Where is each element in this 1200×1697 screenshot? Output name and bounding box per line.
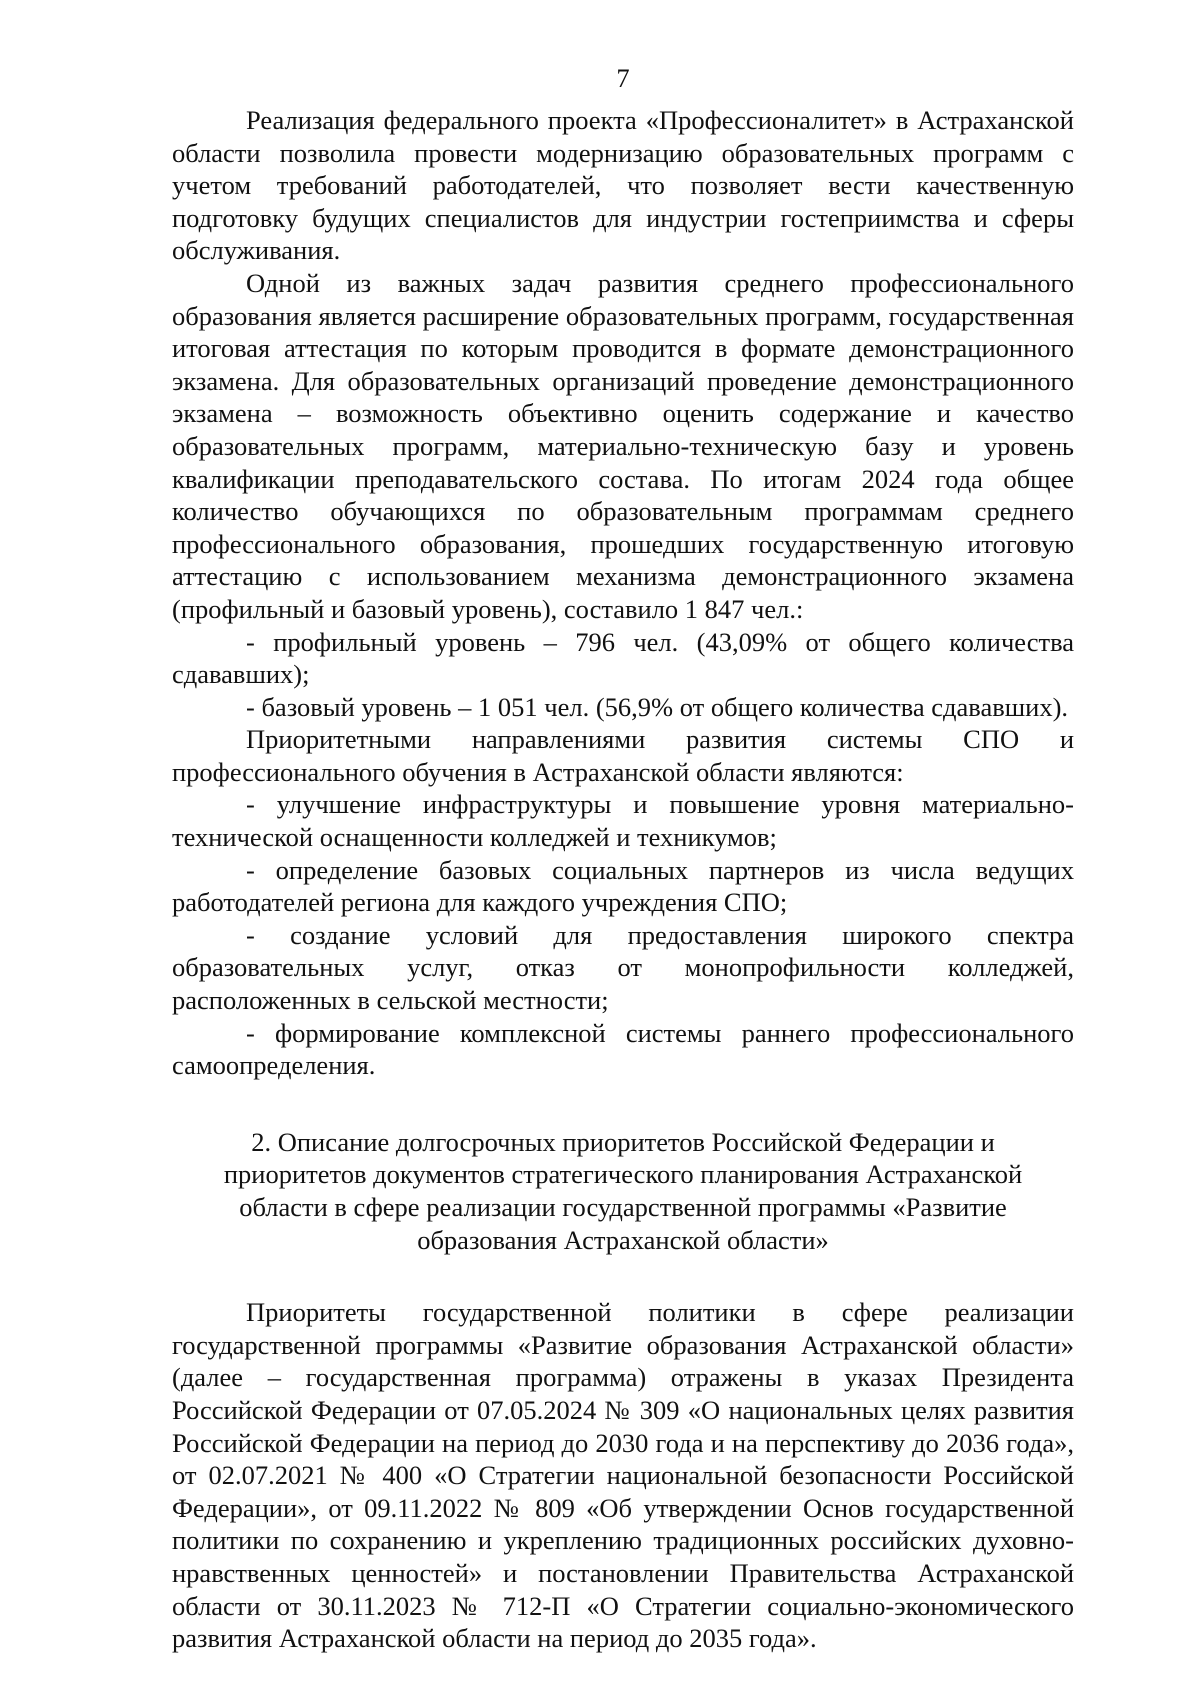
- list-item-infrastructure: - улучшение инфраструктуры и повышение уровня материально-технической оснащенности колледжей и техникумов;: [172, 789, 1074, 853]
- heading-spacer: [172, 1256, 1074, 1296]
- list-item-profile-level: - профильный уровень – 796 чел. (43,09% от общего количества сдававших);: [172, 626, 1074, 690]
- paragraph-state-policy-priorities: Приоритеты государственной политики в сфере реализации государственной программы «Развитие образования Астраханской области» (далее – государственная программа) отражены в указах Президента Российской Федерации от 07.05.2024 № 309 «О национальных целях развития Российской Федерации на период до 2030 года и на перспективу до 2036 года», от 02.07.2021 № 400 «О Стратегии национальной безопасности Российской Федерации», от 09.11.2022 № 809 «Об утверждении Основ государственной политики по сохранению и укреплению традиционных российских духовно-нравственных ценностей» и постановлении Правительства Астраханской области от 30.11.2023 № 712-П «О Стратегии социально-экономического развития Астраханской области на период до 2035 года».: [172, 1297, 1074, 1654]
- section-heading: 2. Описание долгосрочных приоритетов Российской Федерации и приоритетов документов стратегического планирования Астраханской области в сфере реализации государственной программы «Развитие образования Астраханской области»: [223, 1126, 1023, 1255]
- document-page: [172, 62, 1074, 1655]
- paragraph-priority-directions: Приоритетными направлениями развития системы СПО и профессионального обучения в Астраханской области являются:: [172, 724, 1074, 787]
- list-item-base-level: - базовый уровень – 1 051 чел. (56,9% от общего количества сдававших).: [246, 691, 1069, 722]
- list-item-self-determination: - формирование комплексной системы раннего профессионального самоопределения.: [172, 1017, 1074, 1081]
- page-number: 7: [616, 63, 630, 93]
- list-item-education-services: - создание условий для предоставления широкого спектра образовательных услуг, отказ от монопрофильности колледжей, расположенных в сельской местности;: [172, 919, 1074, 1016]
- paragraph-professionalitet: Реализация федерального проекта «Профессионалитет» в Астраханской области позволила провести модернизацию образовательных программ с учетом требований работодателей, что позволяет вести качественную подготовку будущих специалистов для индустрии гостеприимства и сферы обслуживания.: [172, 105, 1074, 266]
- list-item-social-partners: - определение базовых социальных партнеров из числа ведущих работодателей региона для каждого учреждения СПО;: [172, 854, 1074, 918]
- paragraph-demo-exam: Одной из важных задач развития среднего профессионального образования является расширение образовательных программ, государственная итоговая аттестация по которым проводится в формате демонстрационного экзамена. Для образовательных организаций проведение демонстрационного экзамена – возможность объективно оценить содержание и качество образовательных программ, материально-техническую базу и уровень квалификации преподавательского состава. По итогам 2024 года общее количество обучающихся по образовательным программам среднего профессионального образования, прошедших государственную итоговую аттестацию с использованием механизма демонстрационного экзамена (профильный и базовый уровень), составило 1 847 чел.:: [172, 267, 1074, 624]
